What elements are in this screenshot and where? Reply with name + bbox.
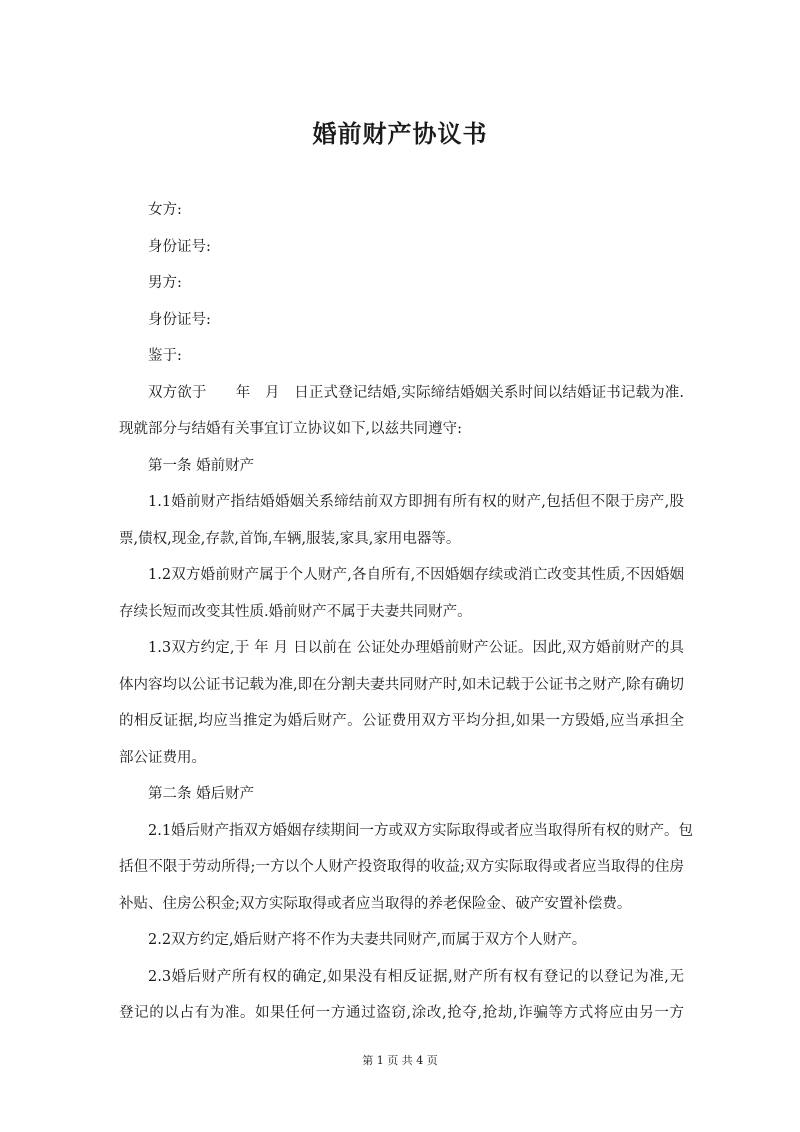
text-line: 鉴于: <box>148 348 182 364</box>
text-line: 的相反证据,均应当推定为婚后财产。公证费用双方平均分担,如果一方毁婚,应当承担全 <box>119 713 684 729</box>
text-line: 现就部分与结婚有关事宜订立协议如下,以兹共同遵守: <box>119 421 462 437</box>
text-line: 登记的以占有为准。如果任何一方通过盗窃,涂改,抢夺,抢劫,诈骗等方式将应由另一方 <box>119 1005 684 1021</box>
text-line: 男方: <box>148 275 182 291</box>
text-line: 补贴、住房公积金;双方实际取得或者应当取得的养老保险金、破产安置补偿费。 <box>119 895 632 912</box>
text-line: 括但不限于劳动所得;一方以个人财产投资取得的收益;双方实际取得或者应当取得的住房 <box>119 859 684 875</box>
text-line: 体内容均以公证书记载为准,即在分割夫妻共同财产时,如未记载于公证书之财产,除有确切 <box>119 676 684 693</box>
text-line: 第一条 婚前财产 <box>148 457 255 474</box>
text-line: 2.2双方约定,婚后财产将不作为夫妻共同财产,而属于双方个人财产。 <box>148 932 587 948</box>
text-line: 1.1婚前财产指结婚婚姻关系缔结前双方即拥有所有权的财产,包括但不限于房产,股 <box>148 494 684 510</box>
document-title: 婚前财产协议书 <box>312 120 488 148</box>
text-line: 女方: <box>148 202 182 218</box>
text-line: 身份证号: <box>148 238 211 255</box>
text-line: 双方欲于 年 月 日正式登记结婚,实际缔结婚姻关系时间以结婚证书记载为准. <box>148 384 684 401</box>
text-line: 部公证费用。 <box>119 749 206 766</box>
text-line: 1.2双方婚前财产属于个人财产,各自所有,不因婚姻存续或消亡改变其性质,不因婚姻 <box>148 567 684 583</box>
text-line: 票,债权,现金,存款,首饰,车辆,服装,家具,家用电器等。 <box>119 530 461 547</box>
text-line: 2.1婚后财产指双方婚姻存续期间一方或双方实际取得或者应当取得所有权的财产。包 <box>148 822 694 839</box>
document-body <box>119 192 694 1032</box>
page-footer: 第 1 页 共 4 页 <box>362 1054 438 1067</box>
text-line: 第二条 婚后财产 <box>148 786 255 802</box>
text-line: 存续长短而改变其性质.婚前财产不属于夫妻共同财产。 <box>119 603 472 620</box>
text-line: 2.3婚后财产所有权的确定,如果没有相反证据,财产所有权有登记的以登记为准,无 <box>148 968 684 985</box>
text-line: 1.3双方约定,于 年 月 日以前在 公证处办理婚前财产公证。因此,双方婚前财产的具 <box>148 640 684 656</box>
text-line: 身份证号: <box>148 311 211 328</box>
